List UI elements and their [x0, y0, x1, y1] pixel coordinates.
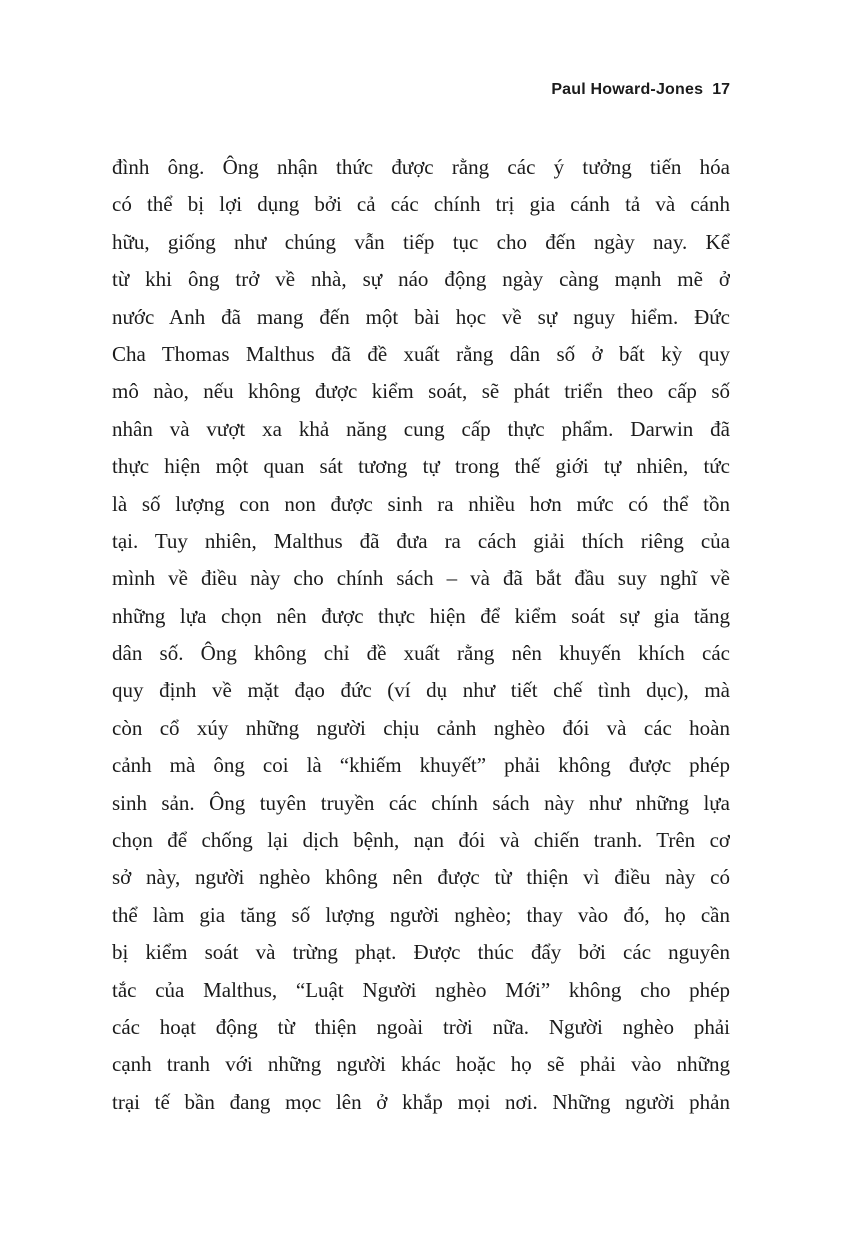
- text-line: tắc của Malthus, “Luật Người nghèo Mới” không cho phép: [112, 977, 730, 1002]
- text-line: tại. Tuy nhiên, Malthus đã đưa ra cách giải thích riêng của: [112, 528, 730, 553]
- text-line: trại tế bần đang mọc lên ở khắp mọi nơi. Những người phản: [112, 1089, 730, 1114]
- text-line: quy định về mặt đạo đức (ví dụ như tiết chế tình dục), mà: [112, 678, 730, 703]
- text-line: cảnh mà ông coi là “khiếm khuyết” phải không được phép: [112, 753, 730, 778]
- text-line: hữu, giống như chúng vẫn tiếp tục cho đến ngày nay. Kể: [112, 229, 730, 254]
- text-line: mình về điều này cho chính sách – và đã bắt đầu suy nghĩ về: [112, 566, 730, 591]
- text-line: nước Anh đã mang đến một bài học về sự nguy hiểm. Đức: [112, 304, 730, 329]
- text-line: cạnh tranh với những người khác hoặc họ sẽ phải vào những: [112, 1052, 730, 1077]
- text-line: nhân và vượt xa khả năng cung cấp thực phẩm. Darwin đã: [112, 416, 730, 441]
- text-line: bị kiểm soát và trừng phạt. Được thúc đẩy bởi các nguyên: [112, 940, 730, 965]
- text-line: dân số. Ông không chỉ đề xuất rằng nên khuyến khích các: [112, 641, 730, 666]
- text-line: là số lượng con non được sinh ra nhiều hơn mức có thể tồn: [112, 491, 730, 516]
- text-line: những lựa chọn nên được thực hiện để kiểm soát sự gia tăng: [112, 603, 730, 628]
- text-line: từ khi ông trở về nhà, sự náo động ngày càng mạnh mẽ ở: [112, 267, 730, 292]
- text-line: thể làm gia tăng số lượng người nghèo; thay vào đó, họ cần: [112, 902, 730, 927]
- text-line: thực hiện một quan sát tương tự trong thế giới tự nhiên, tức: [112, 454, 730, 479]
- page-body: [112, 149, 730, 1121]
- page-number: 17: [712, 81, 730, 98]
- page-header: [112, 80, 730, 100]
- text-line: chọn để chống lại dịch bệnh, nạn đói và chiến tranh. Trên cơ: [112, 828, 730, 853]
- text-line: có thể bị lợi dụng bởi cả các chính trị gia cánh tả và cánh: [112, 192, 730, 217]
- text-line: mô nào, nếu không được kiểm soát, sẽ phát triển theo cấp số: [112, 379, 730, 404]
- text-line: sinh sản. Ông tuyên truyền các chính sách này như những lựa: [112, 790, 730, 815]
- text-line: đình ông. Ông nhận thức được rằng các ý tưởng tiến hóa: [112, 155, 730, 179]
- text-line: Cha Thomas Malthus đã đề xuất rằng dân số ở bất kỳ quy: [112, 341, 730, 366]
- text-line: còn cổ xúy những người chịu cảnh nghèo đói và các hoàn: [112, 715, 730, 740]
- text-line: các hoạt động từ thiện ngoài trời nữa. Người nghèo phải: [112, 1014, 730, 1039]
- text-line: sở này, người nghèo không nên được từ thiện vì điều này có: [112, 865, 730, 890]
- running-head-author: Paul Howard-Jones: [551, 81, 704, 98]
